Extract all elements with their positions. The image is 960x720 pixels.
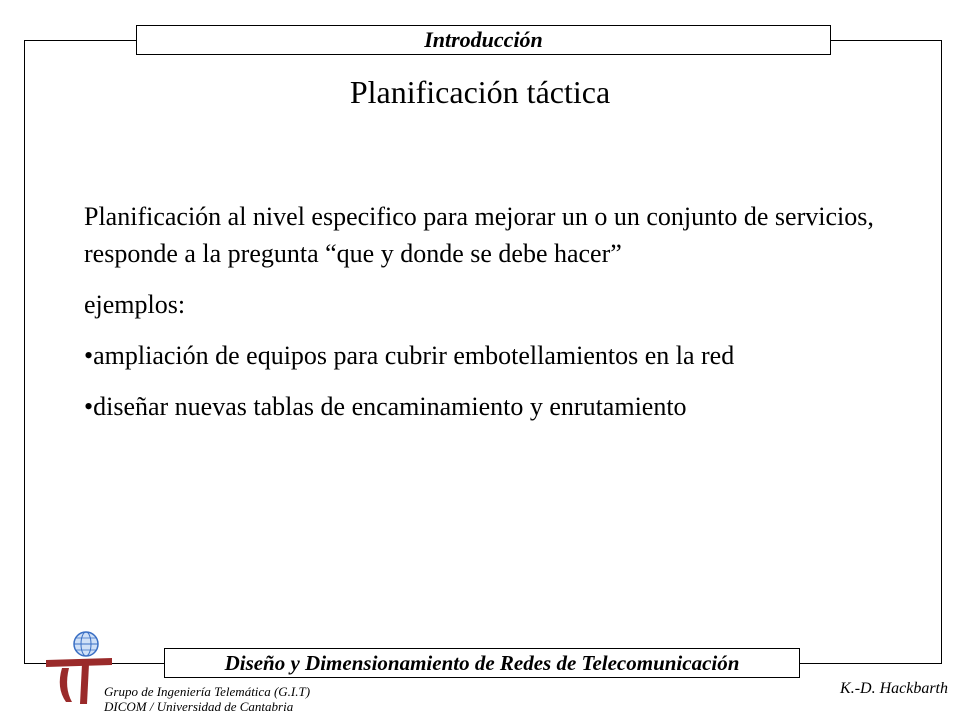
bullet-item: •ampliación de equipos para cubrir embotellamientos en la red: [84, 341, 735, 370]
slide-title: Planificación táctica: [349, 74, 611, 110]
header-box: [136, 25, 831, 55]
examples-label: ejemplos:: [84, 290, 186, 319]
intro-paragraph: Planificación al nivel especifico para mejorar un o un conjunto de servicios, responde a la pregunta “que y donde se debe hacer”: [84, 202, 874, 268]
slide-content: [84, 198, 904, 439]
group-line-1: Grupo de Ingeniería Telemática (G.I.T): [104, 684, 311, 699]
header-title: Introducción: [424, 27, 543, 52]
course-title: Diseño y Dimensionamiento de Redes de Telecomunicación: [224, 650, 740, 675]
group-line-2: DICOM / Universidad de Cantabria: [104, 699, 294, 714]
group-info: [104, 684, 310, 714]
bullet-item: •diseñar nuevas tablas de encaminamiento y enrutamiento: [84, 392, 687, 421]
footer-box: [164, 648, 800, 678]
author-name: K.-D. Hackbarth: [840, 680, 948, 697]
